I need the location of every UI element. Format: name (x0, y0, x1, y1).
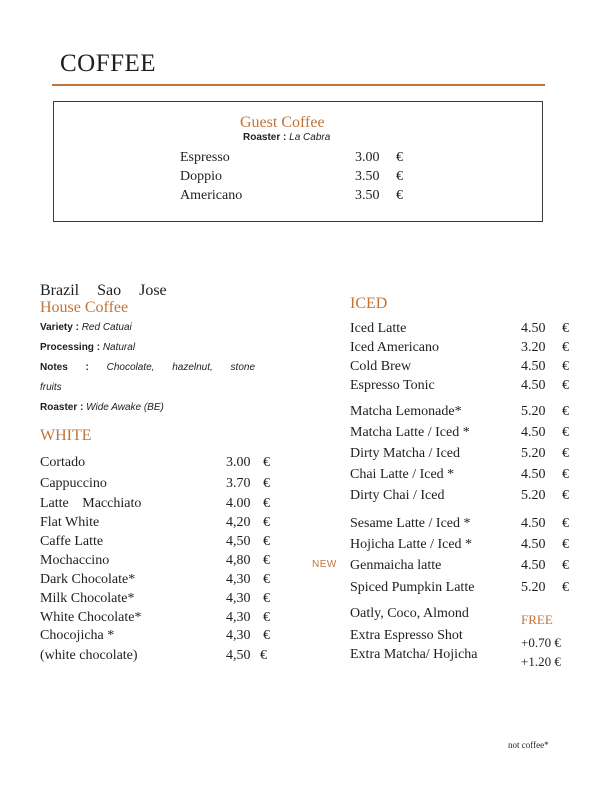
item-currency: € (263, 553, 270, 568)
guest-roaster (243, 132, 330, 143)
item-price: 4.50 (521, 537, 546, 552)
menu-item (40, 610, 280, 629)
menu-item (40, 515, 280, 534)
menu-item (350, 359, 580, 378)
item-currency: € (263, 534, 270, 549)
menu-item (350, 537, 580, 556)
item-currency: € (562, 580, 569, 595)
item-name: Chocojicha * (40, 628, 115, 643)
menu-item (350, 516, 580, 535)
guest-item-americano (180, 188, 420, 207)
item-currency: € (263, 628, 270, 643)
item-name: Iced Americano (350, 340, 440, 355)
item-currency: € (562, 378, 569, 393)
item-price: 4.50 (521, 378, 546, 393)
menu-item (40, 648, 280, 667)
item-currency: € (263, 610, 270, 625)
item-price: 4.00 (226, 496, 251, 511)
item-currency: € (263, 476, 270, 491)
item-currency: € (562, 359, 569, 374)
item-currency: € (562, 488, 569, 503)
item-name: Doppio (180, 169, 222, 184)
variety-label: Variety : (40, 322, 79, 333)
item-price: 3.50 (355, 188, 380, 203)
page-title: COFFEE (60, 50, 157, 77)
item-name: Dirty Matcha / Iced (350, 446, 461, 461)
house-roaster-value: Wide Awake (BE) (86, 402, 164, 413)
item-price: 4,20 (226, 515, 251, 530)
house-variety (40, 322, 132, 333)
item-currency: € (396, 150, 403, 165)
menu-item (40, 534, 280, 553)
menu-item (40, 572, 280, 591)
item-name: Latte Macchiato (40, 496, 142, 511)
menu-item (40, 553, 280, 572)
item-price: 4.50 (521, 516, 546, 531)
item-name: Iced Latte (350, 321, 407, 336)
item-price: 4,30 (226, 572, 251, 587)
item-currency: € (263, 455, 270, 470)
item-currency: € (263, 515, 270, 530)
item-price: 4.50 (521, 321, 546, 336)
item-currency: € (263, 572, 270, 587)
item-price: 3.20 (521, 340, 546, 355)
item-price: 4,30 (226, 628, 251, 643)
item-name: Matcha Latte / Iced * (350, 425, 470, 440)
notes-label: Notes : (40, 362, 89, 373)
extra-espresso-shot-price: +0.70 € (521, 635, 561, 650)
item-name: Caffe Latte (40, 534, 104, 549)
menu-item (40, 476, 280, 495)
menu-item (350, 425, 580, 444)
item-price: 3.70 (226, 476, 251, 491)
item-name: Milk Chocolate* (40, 591, 135, 606)
item-name: Dark Chocolate* (40, 572, 136, 587)
notes-value-2: fruits (40, 382, 62, 393)
item-currency: € (263, 496, 270, 511)
item-price: 4,80 (226, 553, 251, 568)
item-currency: € (562, 558, 569, 573)
guest-item-espresso (180, 150, 420, 169)
notes-value: Chocolate, hazelnut, stone (106, 362, 255, 373)
item-currency: € (396, 188, 403, 203)
title-divider (52, 84, 545, 86)
extra-matcha-price: +1.20 € (521, 654, 561, 669)
item-name: Chai Latte / Iced * (350, 467, 455, 482)
item-name: Mochaccino (40, 553, 110, 568)
house-roaster (40, 402, 164, 413)
new-badge: NEW (312, 559, 337, 570)
menu-item (350, 321, 580, 340)
item-price: 5.20 (521, 580, 546, 595)
item-name: Matcha Lemonade* (350, 404, 462, 419)
item-price: 4,30 (226, 591, 251, 606)
extra-espresso-shot: Extra Espresso Shot (350, 628, 463, 643)
item-currency: € (263, 591, 270, 606)
item-price: 4,50 (226, 534, 251, 549)
house-notes (40, 362, 255, 373)
item-name: Espresso Tonic (350, 378, 435, 393)
item-currency: € (562, 537, 569, 552)
menu-item (350, 488, 580, 507)
menu-item (40, 455, 280, 474)
processing-value: Natural (102, 342, 136, 353)
menu-item (40, 496, 280, 515)
iced-section-title: ICED (350, 295, 388, 312)
item-currency: € (562, 404, 569, 419)
processing-label: Processing : (40, 342, 101, 353)
house-notes-cont (40, 382, 62, 393)
menu-item (350, 340, 580, 359)
item-name: Cortado (40, 455, 86, 470)
menu-item (350, 404, 580, 423)
item-currency: € (562, 425, 569, 440)
house-origin: Brazil Sao Jose (40, 282, 167, 299)
item-name: Hojicha Latte / Iced * (350, 537, 473, 552)
item-price: 4.50 (521, 558, 546, 573)
variety-value: Red Catuai (81, 322, 132, 333)
item-currency: € (260, 648, 267, 663)
item-currency: € (396, 169, 403, 184)
menu-item (40, 591, 280, 610)
menu-item (350, 446, 580, 465)
item-price: 5.20 (521, 446, 546, 461)
house-coffee-title: House Coffee (40, 299, 129, 316)
milk-options: Oatly, Coco, Almond (350, 606, 469, 621)
white-section-title: WHITE (40, 427, 92, 444)
house-processing (40, 342, 135, 353)
item-price: 5.20 (521, 404, 546, 419)
item-currency: € (562, 467, 569, 482)
menu-item (350, 580, 580, 599)
item-currency: € (562, 516, 569, 531)
item-price: 4,50 (226, 648, 251, 663)
house-roaster-label: Roaster : (40, 402, 84, 413)
item-price: 3.50 (355, 169, 380, 184)
item-currency: € (562, 340, 569, 355)
menu-item (40, 628, 280, 647)
item-name: Cold Brew (350, 359, 412, 374)
guest-roaster-label: Roaster : (243, 132, 287, 143)
item-name: Dirty Chai / Iced (350, 488, 445, 503)
guest-coffee-title: Guest Coffee (240, 114, 325, 131)
menu-item (350, 378, 580, 397)
item-name: Cappuccino (40, 476, 107, 491)
item-price: 3.00 (226, 455, 251, 470)
item-name: (white chocolate) (40, 648, 138, 663)
item-name: Sesame Latte / Iced * (350, 516, 471, 531)
item-price: 4.50 (521, 359, 546, 374)
extra-matcha: Extra Matcha/ Hojicha (350, 647, 478, 662)
guest-item-doppio (180, 169, 420, 188)
item-price: 4,30 (226, 610, 251, 625)
item-price: 5.20 (521, 488, 546, 503)
item-name: Americano (180, 188, 243, 203)
menu-item (350, 558, 580, 577)
item-price: 4.50 (521, 467, 546, 482)
item-price: 4.50 (521, 425, 546, 440)
footnote: not coffee* (508, 740, 549, 750)
guest-roaster-value: La Cabra (289, 132, 331, 143)
item-currency: € (562, 321, 569, 336)
menu-item (350, 467, 580, 486)
item-name: White Chocolate* (40, 610, 142, 625)
item-name: Spiced Pumpkin Latte (350, 580, 475, 595)
item-price: 3.00 (355, 150, 380, 165)
free-label: FREE (521, 612, 553, 627)
item-name: Genmaicha latte (350, 558, 442, 573)
item-currency: € (562, 446, 569, 461)
item-name: Flat White (40, 515, 100, 530)
item-name: Espresso (180, 150, 230, 165)
